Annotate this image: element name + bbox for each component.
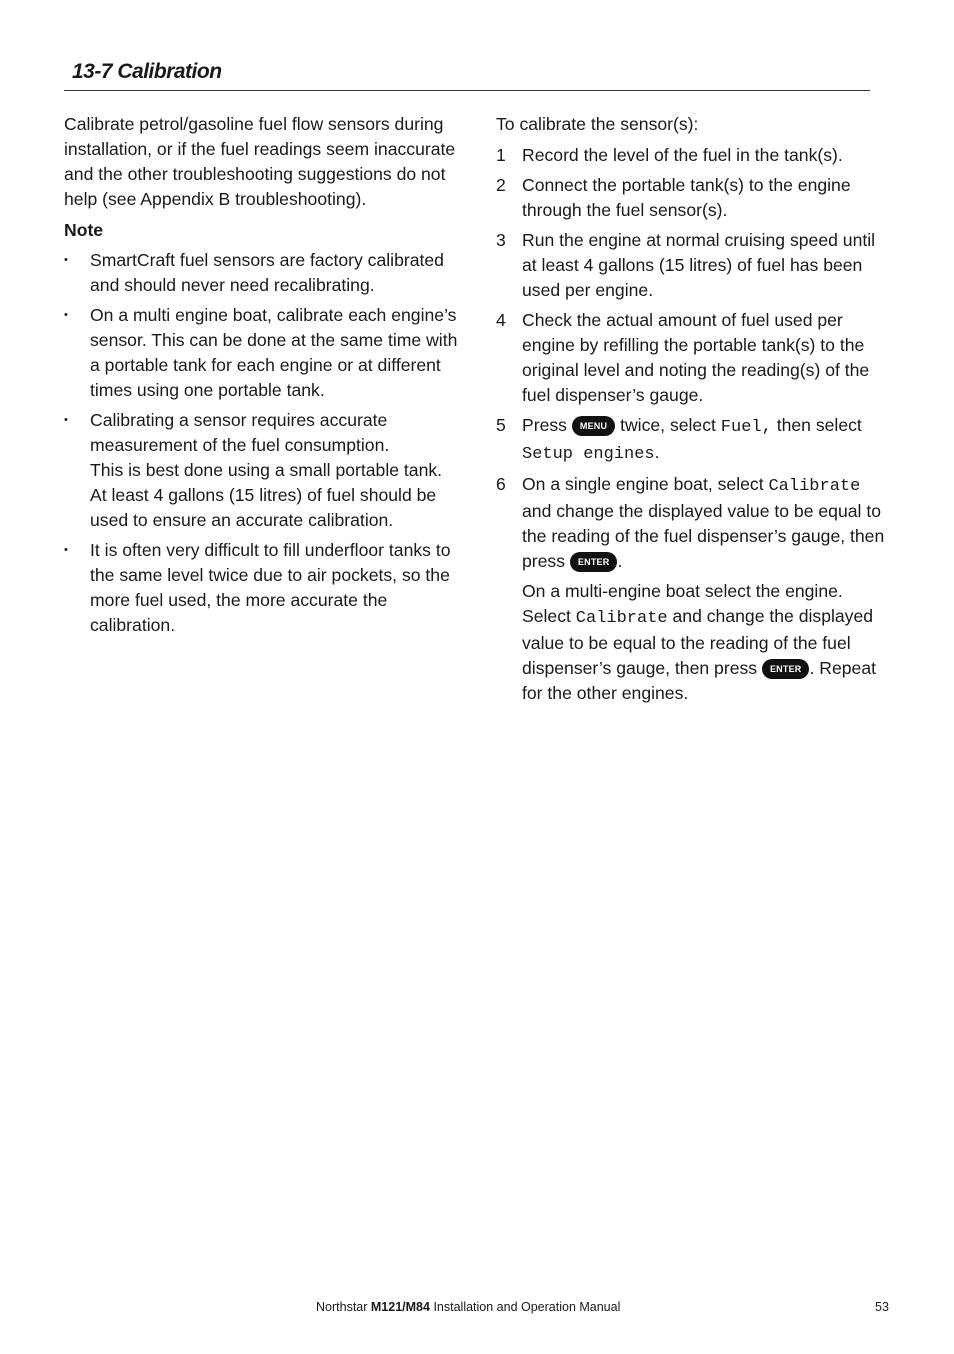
- step-item: [496, 472, 894, 706]
- footer-brand: Northstar: [316, 1300, 368, 1314]
- note-text-continued: This is best done using a small portable tank. At least 4 gallons (15 litres) of fuel should be used to ensure an accurate calibration.: [90, 460, 443, 530]
- note-list: [64, 248, 462, 638]
- step-number: 5: [496, 415, 506, 435]
- bullet-icon: •: [64, 544, 68, 556]
- step-number: 2: [496, 175, 506, 195]
- step-item: [496, 228, 894, 303]
- section-heading: 13-7 Calibration: [72, 60, 222, 83]
- note-text: It is often very difficult to fill underfloor tanks to the same level twice due to air pockets, so the more fuel used, the more accurate the calibration.: [90, 540, 451, 635]
- step-text: Record the level of the fuel in the tank(s).: [522, 145, 843, 165]
- bullet-icon: •: [64, 309, 68, 321]
- step-text: . Repeat for the other engines.: [522, 658, 876, 703]
- step-text: and change the displayed value to be equal to the reading of the fuel dispenser’s gauge, then press: [522, 501, 885, 571]
- step-item: [496, 143, 894, 168]
- step-subparagraph: [522, 579, 894, 706]
- menu-option-calibrate: Calibrate: [768, 477, 861, 496]
- step-text: and change the displayed value to be equal to the reading of the fuel dispenser’s gauge, then press: [522, 606, 874, 678]
- step-number: 3: [496, 230, 506, 250]
- menu-option-setup-engines: Setup engines: [522, 445, 655, 464]
- steps-intro: To calibrate the sensor(s):: [496, 114, 699, 134]
- menu-option-calibrate: Calibrate: [575, 609, 668, 628]
- note-item: [64, 303, 462, 403]
- footer-model: M121/M84: [370, 1300, 430, 1314]
- heading-rule: [64, 90, 870, 91]
- steps-list: [496, 143, 894, 706]
- intro-paragraph: Calibrate petrol/gasoline fuel flow sensors during installation, or if the fuel readings seem inaccurate and the other troubleshooting suggestions do not help (see Appendix B troubleshooting).: [64, 114, 456, 209]
- step-text: Connect the portable tank(s) to the engine through the fuel sensor(s).: [522, 175, 851, 220]
- step-text: .: [654, 442, 660, 462]
- step-item: [496, 413, 894, 467]
- step-number: 6: [496, 474, 506, 494]
- bullet-icon: •: [64, 254, 68, 266]
- bullet-icon: •: [64, 414, 68, 426]
- note-item: [64, 408, 462, 533]
- step-text: .: [617, 551, 623, 571]
- right-column: [496, 112, 894, 711]
- menu-option-fuel: Fuel,: [720, 418, 772, 437]
- step-text: On a multi-engine boat select the engine. Select: [522, 581, 843, 626]
- note-text: SmartCraft fuel sensors are factory calibrated and should never need recalibrating.: [90, 250, 444, 295]
- menu-key-icon: MENU: [572, 416, 615, 436]
- note-title: Note: [64, 220, 104, 240]
- step-text: Check the actual amount of fuel used per engine by refilling the portable tank(s) to the original level and noting the reading(s) of the fuel dispenser’s gauge.: [522, 310, 870, 405]
- step-number: 4: [496, 310, 506, 330]
- note-item: [64, 248, 462, 298]
- step-text: On a single engine boat, select: [522, 474, 764, 494]
- step-item: [496, 308, 894, 408]
- step-text: twice, select: [620, 415, 716, 435]
- step-text: then select: [776, 415, 862, 435]
- footer-manual-title: Installation and Operation Manual: [433, 1300, 621, 1314]
- step-item: [496, 173, 894, 223]
- page-number: 53: [875, 1300, 889, 1314]
- left-column: [64, 112, 462, 643]
- step-text: Run the engine at normal cruising speed until at least 4 gallons (15 litres) of fuel has been used per engine.: [522, 230, 876, 300]
- enter-key-icon: ENTER: [762, 659, 810, 679]
- footer-title: [316, 1300, 620, 1314]
- enter-key-icon: ENTER: [570, 552, 618, 572]
- note-item: [64, 538, 462, 638]
- note-text: Calibrating a sensor requires accurate measurement of the fuel consumption.: [90, 410, 390, 455]
- step-text: Press: [522, 415, 567, 435]
- step-number: 1: [496, 145, 506, 165]
- note-text: On a multi engine boat, calibrate each engine’s sensor. This can be done at the same time with a portable tank for each engine or at different times using one portable tank.: [90, 305, 458, 400]
